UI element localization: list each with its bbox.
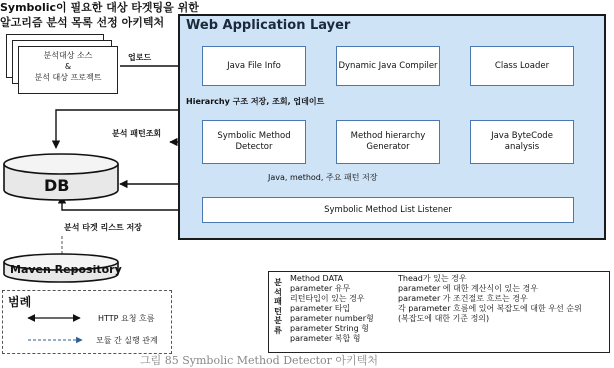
source-doc-label	[18, 50, 118, 83]
criteria-item: 리턴타입이 있는 경우	[290, 294, 365, 303]
diagram-heading	[0, 0, 199, 30]
target-save-label: 분석 타겟 리스트 저장	[64, 223, 142, 232]
vt-char: 류	[274, 325, 282, 335]
listener-label: Symbolic Method List Listener	[324, 204, 452, 215]
class-loader-box	[470, 46, 574, 86]
criteria-item: parameter number형	[290, 314, 374, 323]
criteria-item: 각 parameter 흐름에 있어 복잡도에 대한 우선 순위	[398, 304, 582, 313]
criteria-vertical-title	[272, 278, 284, 335]
maven-label: Maven Repository	[10, 263, 122, 276]
criteria-item: parameter 복합 형	[290, 334, 361, 343]
symbolic-listener-box	[202, 197, 574, 223]
criteria-item: parameter 에 대한 계산식이 있는 경우	[398, 284, 538, 293]
detector-label-2: Detector	[235, 142, 273, 152]
bytecode-label-2: analysis	[504, 142, 540, 152]
criteria-left-list	[290, 274, 374, 344]
criteria-item: parameter 가 조건절로 흐르는 경우	[398, 294, 528, 303]
layer-title: Web Application Layer	[186, 18, 351, 33]
criteria-item: Method DATA	[290, 274, 344, 283]
source-line-1: 분석대상 소스	[43, 51, 93, 60]
compiler-label: Dynamic Java Compiler	[338, 60, 438, 71]
pattern-save-label: Java, method, 주요 패턴 저장	[268, 173, 378, 182]
criteria-item: (복잡도에 대한 기준 정의)	[398, 314, 490, 323]
bytecode-analysis-box	[470, 120, 574, 164]
db-label: DB	[44, 176, 70, 195]
vt-char: 분	[274, 278, 282, 287]
class-loader-label: Class Loader	[494, 60, 550, 71]
bytecode-label-1: Java ByteCode	[491, 131, 553, 141]
java-file-info-box	[202, 46, 306, 86]
hierarchy-save-label: Hierarchy 구조 저장, 조회, 업데이트	[186, 97, 325, 106]
hierarchy-label-2: Generator	[366, 142, 410, 152]
symbolic-detector-box	[202, 120, 306, 164]
detector-label-1: Symbolic Method	[217, 131, 291, 141]
source-line-3: 분석 대상 프로젝트	[34, 73, 102, 82]
java-file-info-label: Java File Info	[227, 60, 281, 71]
hierarchy-label-1: Method hierarchy	[350, 131, 426, 141]
heading-line-2: 알고리즘 분석 목록 선정 아키텍처	[0, 16, 165, 29]
criteria-item: parameter 유무	[290, 284, 351, 293]
criteria-item: Thead가 있는 경우	[398, 274, 467, 283]
upload-label: 업로드	[128, 53, 152, 62]
legend-module-label: 모듈 간 실행 관계	[96, 336, 158, 345]
hierarchy-generator-box	[336, 120, 440, 164]
criteria-item: parameter String 형	[290, 324, 369, 333]
legend-http-label: HTTP 요청 흐름	[98, 314, 155, 323]
source-line-2: &	[64, 62, 72, 71]
vt-char: 패	[274, 297, 282, 306]
heading-line-1: Symbolic이 필요한 대상 타겟팅을 위한	[0, 1, 199, 14]
pattern-query-label: 분석 패턴조회	[112, 129, 162, 138]
legend-title: 범례	[8, 295, 32, 309]
vt-char: 분	[274, 316, 282, 325]
dynamic-compiler-box	[336, 46, 440, 86]
criteria-item: parameter 타입	[290, 304, 351, 313]
vt-char: 석	[274, 287, 282, 297]
criteria-right-list	[398, 274, 582, 324]
figure-caption: 그림 85 Symbolic Method Detector 아키텍처	[140, 354, 378, 367]
vt-char: 턴	[274, 306, 282, 316]
